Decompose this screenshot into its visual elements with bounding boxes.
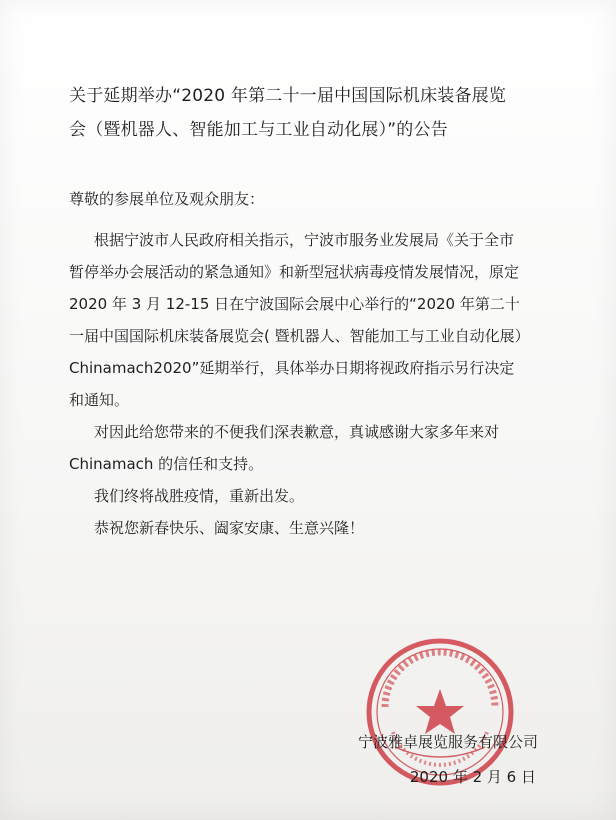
announcement-title: [69, 79, 589, 147]
company-seal-icon: [365, 637, 515, 787]
body-line: 恭祝您新春快乐、阖家安康、生意兴隆！: [94, 519, 365, 537]
body-line: 2020 年 3 月 12-15 日在宁波国际会展中心举行的“2020 年第二十: [69, 295, 520, 313]
body-line: 一届中国国际机床装备展览会( 暨机器人、智能加工与工业自动化展）: [69, 327, 530, 345]
body-line: 我们终将战胜疫情，重新出发。: [94, 487, 305, 505]
signature-date: 2020 年 2 月 6 日: [409, 768, 536, 786]
salutation: 尊敬的参展单位及观众朋友：: [69, 190, 265, 208]
body-line: Chinamach 的信任和支持。: [69, 455, 264, 473]
body-line: 对因此给您带来的不便我们深表歉意，真诚感谢大家多年来对: [94, 423, 500, 441]
signature-organization: 宁波雅卓展览服务有限公司: [357, 733, 538, 751]
body-line: 和通知。: [69, 391, 130, 409]
title-line-1: 关于延期举办“2020 年第二十一届中国国际机床装备展览: [69, 86, 507, 106]
announcement-body: [69, 224, 589, 544]
title-line-2: 会（暨机器人、智能加工与工业自动化展）”的公告: [69, 120, 448, 140]
body-line: 根据宁波市人民政府相关指示，宁波市服务业发展局《关于全市: [94, 231, 515, 249]
body-line: Chinamach2020”延期举行，具体举办日期将视政府指示另行决定: [69, 359, 515, 377]
body-line: 暂停举办会展活动的紧急通知》和新型冠状病毒疫情发展情况，原定: [69, 263, 520, 281]
